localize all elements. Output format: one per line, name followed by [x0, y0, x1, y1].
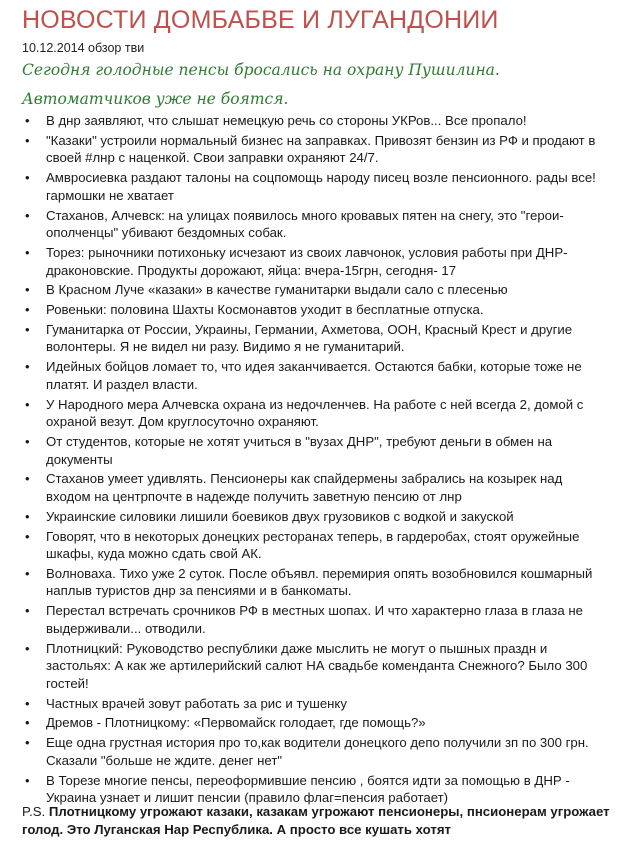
list-item — [22, 470, 602, 505]
ps-label: P.S. — [22, 804, 49, 819]
bullet-icon: • — [25, 695, 30, 711]
list-item-text: Украинские силовики лишили боевиков двух грузовиков с водкой и закуской — [46, 508, 514, 524]
bullet-icon: • — [25, 302, 30, 318]
list-item-text: Торез: рыночники потихоньку исчезают из своих лавчонок, условия работы при ДНР-драконовские. Продукты дорожают, яйца: вчера-15грн, сегодня- 17 — [46, 244, 568, 278]
list-item — [22, 714, 602, 732]
list-item — [22, 358, 602, 393]
list-item-text: Идейных бойцов ломает то, что идея заканчивается. Остаются бабки, которые тоже не платят. И раздел власти. — [46, 359, 582, 392]
list-item-text: "Казаки" устроили нормальный бизнес на заправках. Привозят бензин из РФ и продают в своей #лнр с наценкой. Свои заправки охраняют 24/7. — [46, 132, 596, 166]
date-line: 10.12.2014 обзор тви — [22, 41, 145, 55]
list-item — [22, 508, 602, 526]
list-item — [22, 207, 602, 242]
bullet-icon: • — [25, 282, 30, 298]
list-item-text: Амвросиевка раздают талоны на соцпомощь народу писец возле пенсионного. рады все! гармошки не хватает — [46, 170, 596, 203]
bullet-icon: • — [25, 170, 30, 186]
bullet-icon: • — [25, 603, 30, 619]
list-item — [22, 695, 602, 713]
list-item-text: От студентов, которые не хотят учиться в "вузах ДНР", требуют деньги в обмен на документы — [46, 433, 553, 467]
list-item-text: В Торезе многие пенсы, переоформившие пенсию , боятся идти за помощью в ДНР - Украина узнает и лишит пенсии (правило флаг=пенсия работает) — [46, 772, 570, 806]
bullet-icon: • — [25, 565, 30, 581]
list-item — [22, 565, 602, 600]
bullet-icon: • — [25, 244, 30, 260]
bullet-icon: • — [25, 396, 30, 412]
list-item-text: Ровеньки: половина Шахты Космонавтов уходит в бесплатные отпуска. — [46, 302, 484, 318]
bullet-icon: • — [25, 321, 30, 337]
list-item-text: Говорят, что в некоторых донецких ресторанах теперь, в гардеробах, стоят оружейные шкафы, куда можно сдать свой АК. — [46, 528, 580, 562]
list-item — [22, 321, 602, 356]
list-item — [22, 602, 602, 637]
subtitle-1: Сегодня голодные пенсы бросались на охрану Пушилина. — [22, 61, 500, 79]
list-item — [22, 640, 602, 693]
postscript — [22, 803, 612, 838]
list-item — [22, 132, 602, 167]
list-item — [22, 169, 602, 204]
list-item-text: Частных врачей зовут работать за рис и тушенку — [46, 695, 347, 711]
bullet-icon: • — [25, 528, 30, 544]
list-item — [22, 734, 602, 769]
list-item-text: Дремов - Плотницкому: «Первомайск голодает, где помощь?» — [46, 715, 426, 731]
bullet-icon: • — [25, 471, 30, 487]
list-item-text: В Красном Луче «казаки» в качестве гуманитарки выдали сало с плесенью — [46, 282, 508, 298]
bullet-icon: • — [25, 433, 30, 449]
list-item-text: Стаханов, Алчевск: на улицах появилось много кровавых пятен на снегу, это "герои-ополченцы" убивают бездомных собак. — [46, 207, 564, 241]
list-item — [22, 772, 602, 807]
list-item — [22, 528, 602, 563]
list-item-text: Стаханов умеет удивлять. Пенсионеры как спайдермены забрались на козырек над входом на центрпочте в надежде получить заветную пенсию от лнр — [46, 471, 563, 504]
subtitle-2: Автоматчиков уже не боятся. — [22, 90, 289, 108]
list-item — [22, 112, 602, 130]
list-item — [22, 433, 602, 468]
bullet-icon: • — [25, 640, 30, 656]
bullet-icon: • — [25, 207, 30, 223]
page-title: НОВОСТИ ДОМБАБВЕ И ЛУГАНДОНИИ — [22, 6, 499, 34]
ps-text: Плотницкому угрожают казаки, казакам угрожают пенсионеры, пнсионерам угрожает голод. Это Луганская Нар Республика. А просто все кушать хотят — [22, 804, 610, 837]
list-item — [22, 396, 602, 431]
bullet-icon: • — [25, 132, 30, 148]
list-item — [22, 281, 602, 299]
bullet-icon: • — [25, 735, 30, 751]
list-item-text: В днр заявляют, что слышат немецкую речь со стороны УКРов... Все пропало! — [46, 113, 527, 128]
list-item-text: Еще одна грустная история про то,как водители донецкого депо получили зп по 300 грн. Сказали "больше не ждите. денег нет" — [46, 735, 589, 768]
bullet-icon: • — [25, 772, 30, 788]
list-item-text: Гуманитарка от России, Украины, Германии, Ахметова, ООН, Красный Крест и другие волонтеры. Я не видел ни разу. Видимо я не гуманитарий. — [46, 321, 573, 355]
list-item — [22, 301, 602, 319]
bullet-icon: • — [25, 113, 30, 128]
list-item-text: У Народного мера Алчевска охрана из недочленчев. На работе с ней всегда 2, домой с охраной везут. Дом круглосуточно охраняют. — [46, 396, 584, 430]
bullet-icon: • — [25, 715, 30, 731]
news-list — [22, 112, 602, 809]
list-item — [22, 244, 602, 279]
bullet-icon: • — [25, 508, 30, 524]
list-item-text: Волноваха. Тихо уже 2 суток. После объявл. перемирия опять возобновился кошмарный наплыв туристов днр за пенсиями и в банкоматы. — [46, 565, 593, 599]
list-item-text: Плотницкий: Руководство республики даже мыслить не могут о пышных праздн и застольях: А как же артилерийский салют НА свадьбе коменданта Снежного? Было 300 гостей! — [46, 640, 588, 691]
list-item-text: Перестал встречать срочников РФ в местных шопах. И что характерно глаза в глаза не выдерживали... отводили. — [46, 603, 583, 636]
bullet-icon: • — [25, 359, 30, 375]
